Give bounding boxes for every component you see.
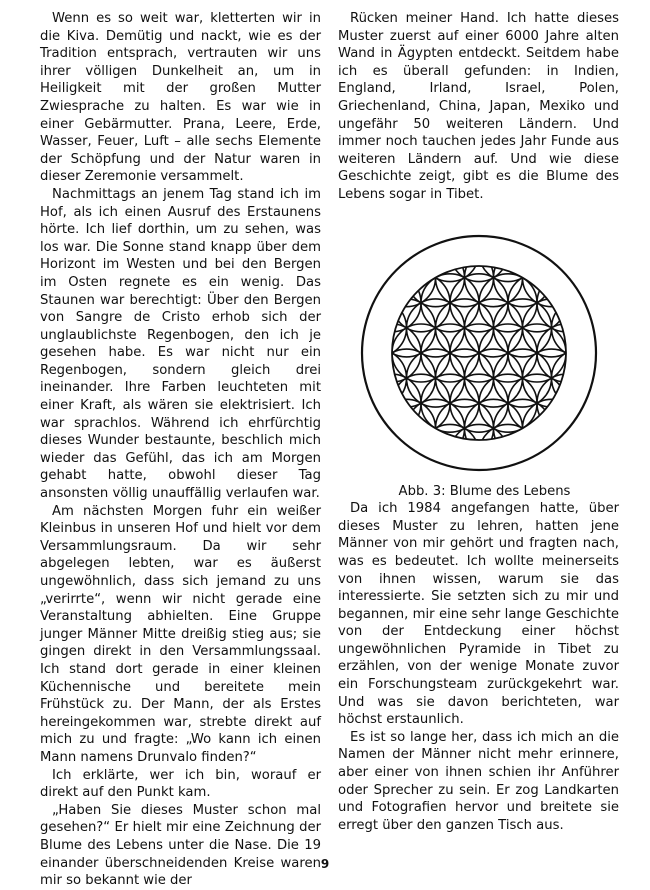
page-number: 9 xyxy=(320,857,330,871)
lattice-circle xyxy=(537,374,595,432)
lattice-circle xyxy=(566,324,609,382)
lattice-circle xyxy=(450,424,508,482)
lattice-circle xyxy=(377,248,435,306)
lattice-circle xyxy=(522,248,580,306)
paragraph: Da ich 1984 angefangen hatte, über dieses Muster zu lehren, hatten jene Männer von mir gehört und fragten nach, was es bedeutet. Ich wollte meinerseits von ihnen wissen, warum sie das interessierte. Sie setzten sich zu mir und begannen, mir eine sehr lange Geschichte von der Entdeckung einer höchst ungewöhnlichen Pyramide in Tibet zu erzählen, von der wenige Monate zuvor ein Forschungsteam zurückgekehrt war. Und was sie davon berichteten, war höchst erstaunlich. xyxy=(338,501,619,728)
lattice-circle xyxy=(551,349,609,407)
lattice-circle xyxy=(349,324,392,382)
lattice-circle xyxy=(537,273,595,331)
lattice-circle xyxy=(450,223,508,281)
lattice-circle xyxy=(551,298,609,356)
flower-of-life-figure xyxy=(338,223,619,501)
figure-caption: Abb. 3: Blume des Lebens xyxy=(398,483,571,499)
flower-of-life-illustration xyxy=(349,223,609,483)
lattice-circle xyxy=(363,374,421,432)
paragraph: Am nächsten Morgen fuhr ein weißer Kleinbus in unseren Hof und hielt vor dem Versammlungsraum. Da wir sehr abgelegen lebten, war es äußerst ungewöhnlich, dass sich jemand zu uns „verirrte“, wenn wir nicht gerade eine Veranstaltung abhielten. Eine Gruppe junger Männer Mitte dreißig stieg aus; sie gingen direkt in den Versammlungssaal. Ich stand dort gerade in einer kleinen Küchennische und bereitete mein Frühstück zu. Der Mann, der als Erstes hereingekommen war, strebte direkt auf mich zu und fragte: „Wo kann ich einen Mann namens Drunvalo finden?“ xyxy=(40,503,321,765)
lattice-circle xyxy=(479,424,537,482)
paragraph: Wenn es so weit war, kletterten wir in die Kiva. Demütig und nackt, wie es der Tradition entsprach, vertrauten wir uns ihrer völligen Dunkelheit an, um in Heiligkeit mit der großen Mutter Zwiesprache zu halten. Es war wie in einer Gebärmutter. Prana, Leere, Erde, Wasser, Feuer, Luft – alle sechs Elemente der Schöpfung und der Natur waren in dieser Zeremonie versammelt. xyxy=(40,11,321,185)
lattice-circle xyxy=(377,399,435,457)
lattice-circle xyxy=(363,273,421,331)
paragraph: Rücken meiner Hand. Ich hatte dieses Muster zuerst auf einer 6000 Jahre alten Wand in Ägypten entdeckt. Seitdem habe ich es überall gefunden: in Indien, England, Irland, Israel, Polen, Griechenland, China, Japan, Mexiko und ungefähr 50 weiteren Ländern. Und immer noch tauchen jedes Jahr Funde aus weiteren Ländern auf. Und wie diese Geschichte zeigt, gibt es die Blume des Lebens sogar in Tibet. xyxy=(338,11,619,202)
lattice-circle xyxy=(421,223,479,281)
paragraph: „Haben Sie dieses Muster schon mal gesehen?“ Er hielt mir eine Zeichnung der Blume des Lebens unter die Nase. Die 19 einander überschneidenden Kreise waren mir so bekannt wie der xyxy=(40,802,321,889)
paragraph: Es ist so lange her, dass ich mich an die Namen der Männer nicht mehr erinnere, aber einer von ihnen schien ihr Anführer oder Sprecher zu sein. Er zog Landkarten und Fotografien hervor und breitete sie erregt über den ganzen Tisch aus. xyxy=(338,729,619,833)
paragraph: Ich erklärte, wer ich bin, worauf er direkt auf den Punkt kam. xyxy=(40,767,321,801)
lattice-circle xyxy=(522,399,580,457)
left-column xyxy=(40,10,321,890)
lattice-circle xyxy=(421,424,479,482)
lattice-circle xyxy=(349,298,407,356)
right-column xyxy=(338,10,619,834)
lattice-circle xyxy=(349,349,407,407)
lattice-circle xyxy=(479,223,537,281)
paragraph: Nachmittags an jenem Tag stand ich im Hof, als ich einen Ausruf des Erstaunens hörte. Ich lief dorthin, um zu sehen, was los war. Die Sonne stand knapp über dem Horizont im Westen und bei den Bergen im Osten regnete es ein wenig. Das Staunen war berechtigt: Über den Bergen von Sangre de Cristo erhob sich der unglaublichste Regenbogen, den ich je gesehen habe. Es war nicht nur ein Regenbogen, sondern gleich drei ineinander. Ihre Farben leuchteten mit einer Kraft, als wären sie elektrisiert. Ich war sprachlos. Während ich ehrfürchtig dieses Wunder bestaunte, beschlich mich wieder das Gefühl, das ich am Morgen gehabt hatte, obwohl dieser Tag ansonsten völlig unauffällig verlaufen war. xyxy=(40,186,321,502)
